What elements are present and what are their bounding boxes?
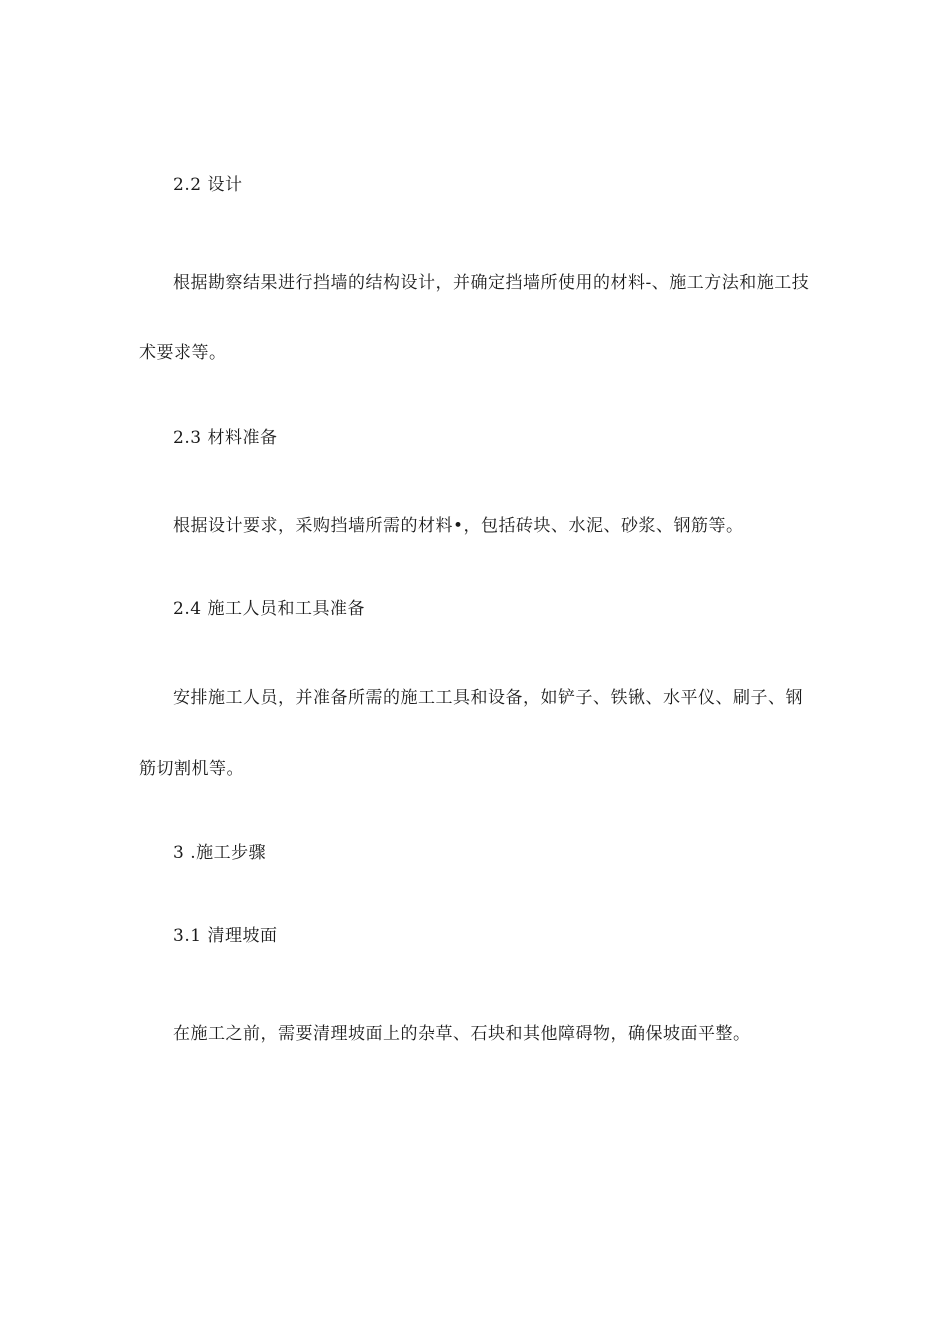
paragraph-line: 根据勘察结果进行挡墙的结构设计，并确定挡墙所使用的材料-、施工方法和施工技 — [173, 273, 810, 293]
section-heading-2-2: 2.2 设计 — [173, 175, 243, 195]
paragraph-line: 根据设计要求，采购挡墙所需的材料•，包括砖块、水泥、砂浆、钢筋等。 — [173, 516, 744, 536]
section-heading-3: 3 .施工步骤 — [173, 843, 267, 863]
paragraph-line: 术要求等。 — [139, 343, 227, 363]
section-heading-2-3: 2.3 材料准备 — [173, 428, 278, 448]
paragraph-line: 筋切割机等。 — [139, 759, 244, 779]
section-heading-2-4: 2.4 施工人员和工具准备 — [173, 599, 365, 619]
section-heading-3-1: 3.1 清理坡面 — [173, 926, 278, 946]
paragraph-line: 安排施工人员，并准备所需的施工工具和设备，如铲子、铁锹、水平仪、刷子、钢 — [173, 688, 803, 708]
paragraph-line: 在施工之前，需要清理坡面上的杂草、石块和其他障碍物，确保坡面平整。 — [173, 1024, 751, 1044]
